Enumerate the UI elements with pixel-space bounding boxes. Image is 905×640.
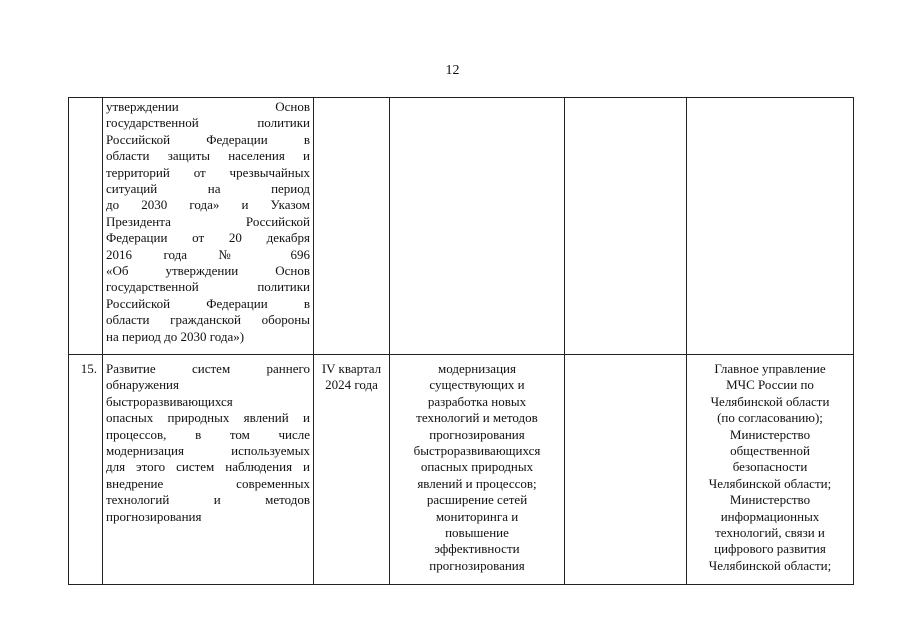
page-number: 12	[445, 63, 460, 78]
text-line: мониторинга и	[435, 508, 519, 524]
text-line: МЧС России по	[726, 377, 814, 393]
event-cell	[103, 98, 314, 355]
executor-text	[690, 361, 850, 574]
text-line: модернизация используемых	[106, 443, 310, 459]
text-line: технологий и методов	[106, 492, 310, 508]
text-line: быстроразвивающихся	[106, 393, 233, 409]
result-cell	[390, 355, 565, 585]
text-line: существующих и	[429, 377, 525, 393]
text-line: 2016 года № 696	[106, 246, 310, 262]
text-line: на период до 2030 года»)	[106, 328, 245, 344]
event-text	[106, 361, 310, 525]
empty-cell	[565, 98, 687, 355]
event-text	[106, 99, 310, 345]
text-line: прогнозирования	[429, 557, 525, 573]
text-line: Челябинской области;	[708, 475, 832, 491]
text-line: технологий и методов	[416, 410, 538, 426]
text-line: внедрение современных	[106, 475, 310, 491]
text-line: Федерации от 20 декабря	[106, 230, 310, 246]
executor-cell	[687, 355, 854, 585]
event-cell	[103, 355, 314, 585]
text-line: утверждении Основ	[106, 99, 310, 114]
text-line: информационных	[720, 508, 820, 524]
text-line: 2024 года	[325, 377, 378, 393]
text-line: общественной	[730, 443, 810, 459]
text-line: модернизация	[438, 361, 516, 376]
text-line: области защиты населения и	[106, 148, 310, 164]
text-line: эффективности	[434, 541, 520, 557]
text-line: Министерство	[729, 492, 811, 508]
text-line: (по согласованию);	[717, 410, 823, 426]
table-row	[69, 355, 854, 585]
text-line: Челябинской области;	[708, 557, 832, 573]
table-row	[69, 98, 854, 355]
text-line: явлений и процессов;	[417, 475, 537, 491]
text-line: ситуаций на период	[106, 181, 310, 197]
text-line: территорий от чрезвычайных	[106, 164, 310, 180]
text-line: Российской Федерации в	[106, 131, 310, 147]
text-line: Развитие систем раннего	[106, 361, 310, 376]
row-number	[69, 98, 103, 355]
text-line: опасных природных явлений и	[106, 410, 310, 426]
text-line: прогнозирования	[429, 426, 525, 442]
plan-table	[68, 97, 854, 585]
result-text	[393, 361, 561, 574]
text-line: расширение сетей	[426, 492, 528, 508]
text-line: области гражданской обороны	[106, 312, 310, 328]
text-line: цифрового развития	[714, 541, 826, 557]
term-text	[317, 361, 386, 394]
text-line: технологий, связи и	[715, 525, 825, 541]
row-number: 15.	[69, 355, 103, 585]
text-line: Президента Российской	[106, 213, 310, 229]
result-cell	[390, 98, 565, 355]
text-line: до 2030 года» и Указом	[106, 197, 310, 213]
text-line: Министерство	[729, 426, 811, 442]
empty-cell	[565, 355, 687, 585]
text-line: обнаружения	[106, 377, 179, 393]
text-line: Главное управление	[714, 361, 826, 376]
term-cell	[314, 355, 390, 585]
text-line: разработка новых	[427, 393, 527, 409]
text-line: государственной политики	[106, 279, 310, 295]
text-line: государственной политики	[106, 115, 310, 131]
text-line: быстроразвивающихся	[413, 443, 541, 459]
text-line: IV квартал	[321, 361, 382, 376]
term-cell	[314, 98, 390, 355]
executor-cell	[687, 98, 854, 355]
text-line: повышение	[445, 525, 509, 541]
text-line: «Об утверждении Основ	[106, 263, 310, 279]
text-line: Челябинской области	[710, 393, 830, 409]
text-line: опасных природных	[420, 459, 534, 475]
text-line: прогнозирования	[106, 508, 202, 524]
text-line: процессов, в том числе	[106, 426, 310, 442]
text-line: Российской Федерации в	[106, 295, 310, 311]
text-line: для этого систем наблюдения и	[106, 459, 310, 475]
text-line: безопасности	[732, 459, 808, 475]
